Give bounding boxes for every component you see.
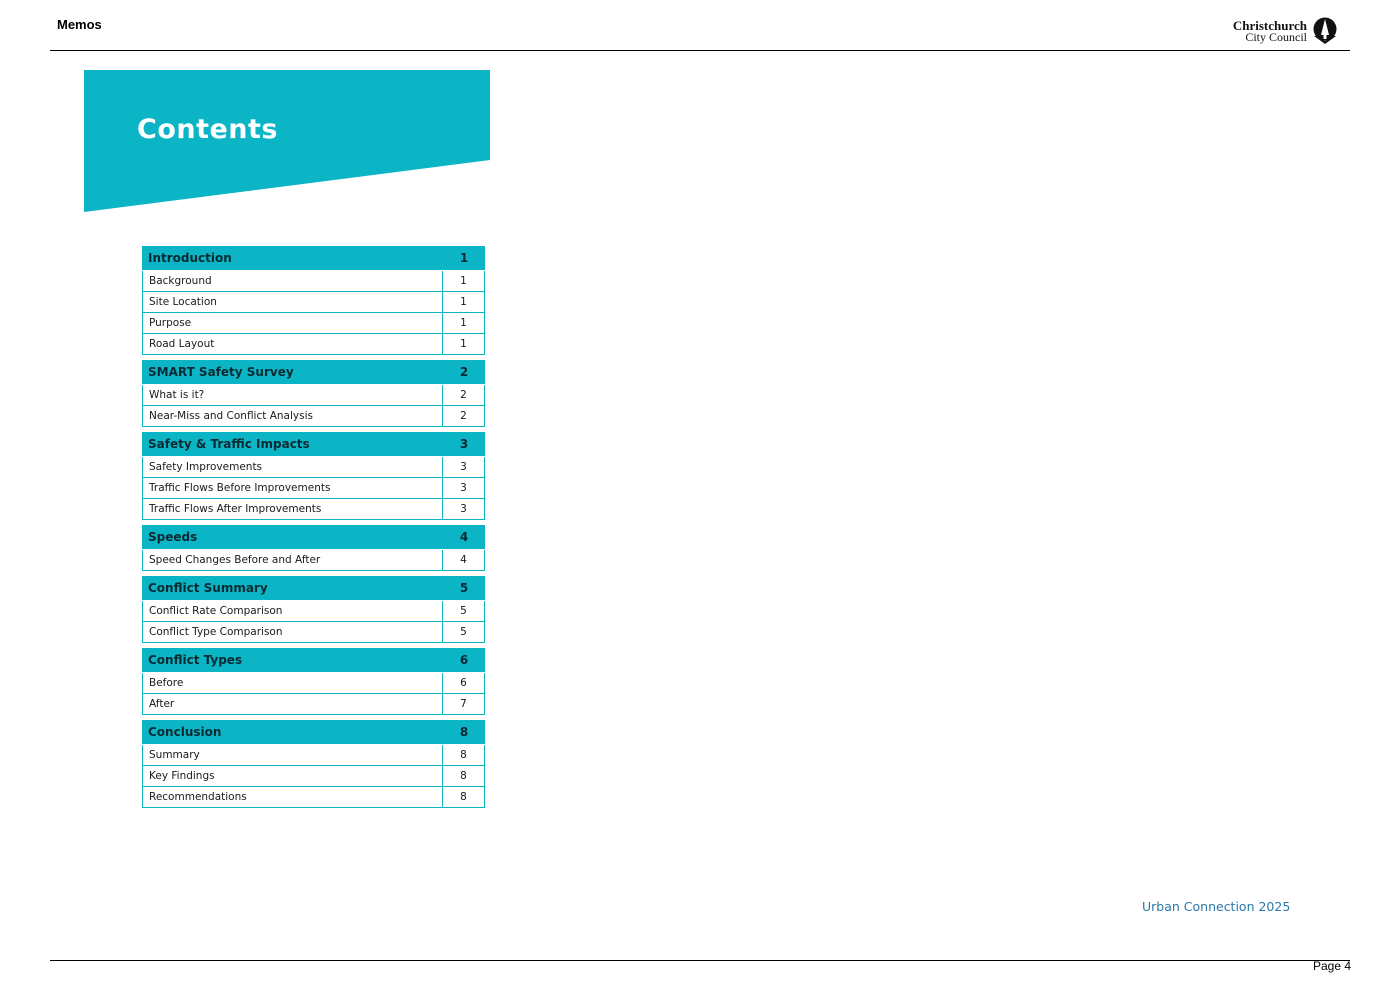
toc-entry-label: What is it? xyxy=(149,389,205,401)
toc-entry[interactable] xyxy=(142,385,485,406)
toc-entry[interactable] xyxy=(142,745,485,766)
toc-entry-page: 5 xyxy=(442,622,484,642)
toc-section xyxy=(142,648,485,715)
toc-section-header[interactable] xyxy=(142,720,485,745)
toc-entry-page: 3 xyxy=(442,478,484,498)
toc-section-title: Conflict Summary xyxy=(148,581,268,595)
toc-entry-label: Purpose xyxy=(149,317,192,329)
toc-section-page: 2 xyxy=(459,365,469,379)
toc-entry-page: 5 xyxy=(442,601,484,621)
toc-entry[interactable] xyxy=(142,550,485,571)
toc-section-page: 8 xyxy=(459,725,469,739)
toc-section xyxy=(142,720,485,808)
toc-entry-page: 1 xyxy=(442,313,484,333)
toc-section-title: Conflict Types xyxy=(148,653,243,667)
toc-entry-label: Conflict Type Comparison xyxy=(149,626,283,638)
table-of-contents xyxy=(142,246,485,813)
toc-section-header[interactable] xyxy=(142,525,485,550)
toc-section-header[interactable] xyxy=(142,360,485,385)
toc-section-header[interactable] xyxy=(142,576,485,601)
toc-entry[interactable] xyxy=(142,499,485,520)
council-logo xyxy=(1230,16,1340,46)
header-divider xyxy=(50,50,1350,51)
toc-entry[interactable] xyxy=(142,478,485,499)
logo-text-line2: City Council xyxy=(1245,30,1307,44)
toc-entry-page: 7 xyxy=(442,694,484,714)
toc-entry-label: Recommendations xyxy=(149,791,247,803)
toc-entry-page: 6 xyxy=(442,673,484,693)
toc-entry-page: 4 xyxy=(442,550,484,570)
toc-section-title: Safety & Traffic Impacts xyxy=(148,437,310,451)
toc-section-header[interactable] xyxy=(142,432,485,457)
toc-section xyxy=(142,525,485,571)
toc-entry[interactable] xyxy=(142,694,485,715)
toc-entry[interactable] xyxy=(142,766,485,787)
logo-text-line1: Christchurch xyxy=(1232,18,1307,33)
toc-entry-page: 2 xyxy=(442,406,484,426)
toc-entry-page: 3 xyxy=(442,457,484,477)
toc-section xyxy=(142,576,485,643)
brand-tagline: Urban Connection 2025 xyxy=(1142,899,1291,914)
toc-section-page: 6 xyxy=(459,653,469,667)
toc-entry-label: Conflict Rate Comparison xyxy=(149,605,283,617)
memo-header-title: Memos xyxy=(57,17,102,32)
toc-entry[interactable] xyxy=(142,673,485,694)
toc-section-header[interactable] xyxy=(142,648,485,673)
toc-entry-label: Safety Improvements xyxy=(149,461,263,473)
toc-entry-label: Near-Miss and Conflict Analysis xyxy=(149,410,313,422)
toc-section xyxy=(142,246,485,355)
toc-entry-label: After xyxy=(149,698,175,710)
toc-entry[interactable] xyxy=(142,271,485,292)
toc-entry[interactable] xyxy=(142,313,485,334)
toc-entry[interactable] xyxy=(142,334,485,355)
toc-entry-page: 1 xyxy=(442,334,484,354)
toc-section-header[interactable] xyxy=(142,246,485,271)
toc-section-page: 4 xyxy=(459,530,469,544)
toc-section-page: 5 xyxy=(459,581,469,595)
toc-section-page: 3 xyxy=(459,437,469,451)
toc-entry[interactable] xyxy=(142,787,485,808)
toc-section-title: SMART Safety Survey xyxy=(148,365,294,379)
toc-section xyxy=(142,360,485,427)
toc-entry-page: 3 xyxy=(442,499,484,519)
toc-entry[interactable] xyxy=(142,457,485,478)
toc-entry-page: 1 xyxy=(442,292,484,312)
footer-divider xyxy=(50,960,1350,961)
toc-entry-label: Key Findings xyxy=(149,770,215,782)
toc-entry[interactable] xyxy=(142,622,485,643)
toc-entry-label: Background xyxy=(149,275,212,287)
toc-entry-page: 8 xyxy=(442,766,484,786)
toc-entry-label: Traffic Flows After Improvements xyxy=(149,503,322,515)
toc-entry[interactable] xyxy=(142,601,485,622)
toc-entry-page: 2 xyxy=(442,385,484,405)
toc-entry-label: Before xyxy=(149,677,184,689)
page-number: Page 4 xyxy=(1313,959,1352,973)
toc-entry[interactable] xyxy=(142,292,485,313)
toc-section-title: Speeds xyxy=(148,530,198,544)
toc-entry-label: Summary xyxy=(149,749,200,761)
contents-title: Contents xyxy=(137,114,279,145)
toc-entry-page: 1 xyxy=(442,271,484,291)
toc-entry-page: 8 xyxy=(442,745,484,765)
toc-entry-label: Road Layout xyxy=(149,338,215,350)
toc-section-title: Introduction xyxy=(148,251,232,265)
toc-section-page: 1 xyxy=(459,251,469,265)
toc-section xyxy=(142,432,485,520)
cathedral-spire-icon xyxy=(1312,17,1338,45)
toc-section-title: Conclusion xyxy=(148,725,222,739)
toc-entry-label: Traffic Flows Before Improvements xyxy=(149,482,331,494)
toc-entry-page: 8 xyxy=(442,787,484,807)
toc-entry-label: Site Location xyxy=(149,296,217,308)
toc-entry-label: Speed Changes Before and After xyxy=(149,554,321,566)
toc-entry[interactable] xyxy=(142,406,485,427)
